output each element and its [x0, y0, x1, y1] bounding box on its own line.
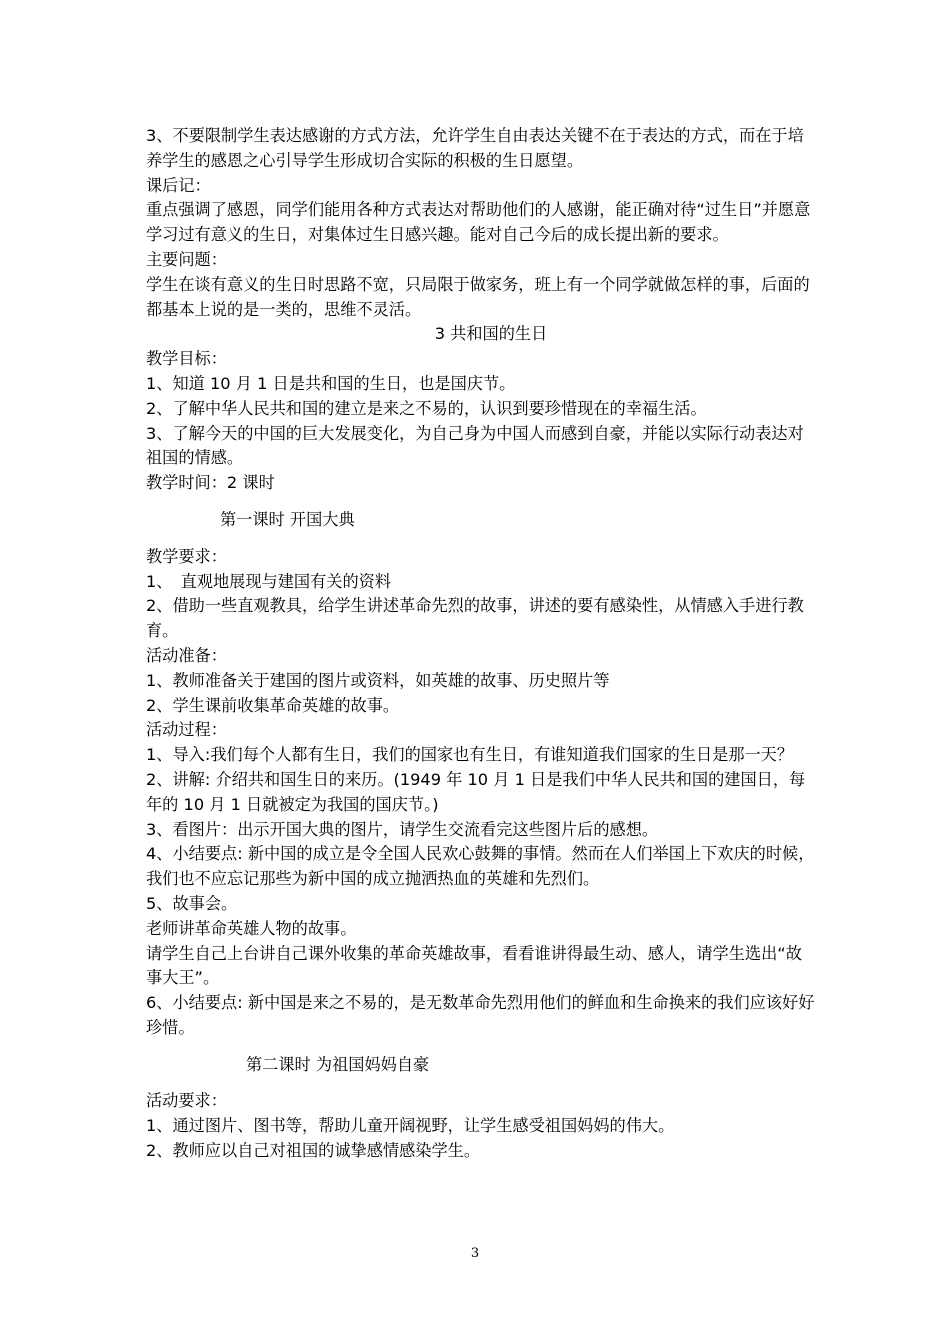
- page-number: 3: [470, 1246, 480, 1261]
- paragraph: 3、看图片：出示开国大典的图片，请学生交流看完这些图片后的感想。: [146, 819, 659, 839]
- paragraph: 教学目标：: [146, 349, 227, 369]
- paragraph: 6、小结要点: 新中国是来之不易的，是无数革命先烈用他们的鲜血和生命换来的我们应该好好珍惜。: [146, 993, 815, 1037]
- paragraph: 2、借助一些直观教具，给学生讲述革命先烈的故事，讲述的要有感染性，从情感入手进行教育。: [146, 596, 804, 641]
- paragraph: 3、不要限制学生表达感谢的方式方法，允许学生自由表达关键不在于表达的方式，而在于培养学生的感恩之心引导学生形成切合实际的积极的生日愿望。: [146, 126, 804, 170]
- paragraph: 2、讲解: 介绍共和国生日的来历。(1949 年 10 月 1 日是我们中华人民共和国的建国日，每年的 10 月 1 日就被定为我国的国庆节。): [146, 769, 806, 814]
- document-body: [146, 124, 816, 1164]
- paragraph: 4、小结要点: 新中国的成立是令全国人民欢心鼓舞的事情。然而在人们举国上下欢庆的时候，我们也不应忘记那些为新中国的成立抛洒热血的英雄和先烈们。: [146, 844, 815, 889]
- paragraph: 5、故事会。: [146, 893, 238, 913]
- paragraph: 3、了解今天的中国的巨大发展变化，为自己身为中国人而感到自豪，并能以实际行动表达对祖国的情感。: [146, 423, 804, 468]
- paragraph: 活动要求：: [146, 1091, 227, 1111]
- paragraph: 2、了解中华人民共和国的建立是来之不易的，认识到要珍惜现在的幸福生活。: [146, 398, 707, 418]
- paragraph: 课后记：: [146, 175, 211, 195]
- paragraph: 活动过程：: [146, 720, 227, 740]
- paragraph: 1、知道 10 月 1 日是共和国的生日，也是国庆节。: [146, 373, 516, 393]
- paragraph: 1、教师准备关于建国的图片或资料，如英雄的故事、历史照片等: [146, 670, 610, 690]
- paragraph: 1、通过图片、图书等，帮助儿童开阔视野，让学生感受祖国妈妈的伟大。: [146, 1116, 675, 1136]
- class1-title: 第一课时 开国大典: [220, 509, 355, 529]
- paragraph: 教学时间：2 课时: [146, 473, 275, 493]
- paragraph: 老师讲革命英雄人物的故事。: [146, 918, 357, 938]
- paragraph: 主要问题：: [146, 249, 227, 269]
- paragraph: 请学生自己上台讲自己课外收集的革命英雄故事，看看谁讲得最生动、感人，请学生选出“故事大王”。: [146, 943, 802, 988]
- class2-title: 第二课时 为祖国妈妈自豪: [246, 1054, 430, 1074]
- paragraph: 2、学生课前收集革命英雄的故事。: [146, 695, 400, 715]
- paragraph: 2、教师应以自己对祖国的诚挚感情感染学生。: [146, 1141, 481, 1161]
- paragraph: 重点强调了感恩，同学们能用各种方式表达对帮助他们的人感谢，能正确对待“过生日”并愿意学习过有意义的生日，对集体过生日感兴趣。能对自己今后的成长提出新的要求。: [146, 200, 811, 245]
- paragraph: 教学要求：: [146, 546, 227, 566]
- paragraph: 1、导入:我们每个人都有生日，我们的国家也有生日，有谁知道我们国家的生日是那一天？: [146, 745, 794, 765]
- paragraph: 学生在谈有意义的生日时思路不宽，只局限于做家务，班上有一个同学就做怎样的事，后面的都基本上说的是一类的，思维不灵活。: [146, 274, 810, 319]
- paragraph: 活动准备：: [146, 645, 227, 665]
- lesson-title: 3 共和国的生日: [434, 324, 548, 344]
- paragraph: 1、 直观地展现与建国有关的资料: [146, 571, 392, 591]
